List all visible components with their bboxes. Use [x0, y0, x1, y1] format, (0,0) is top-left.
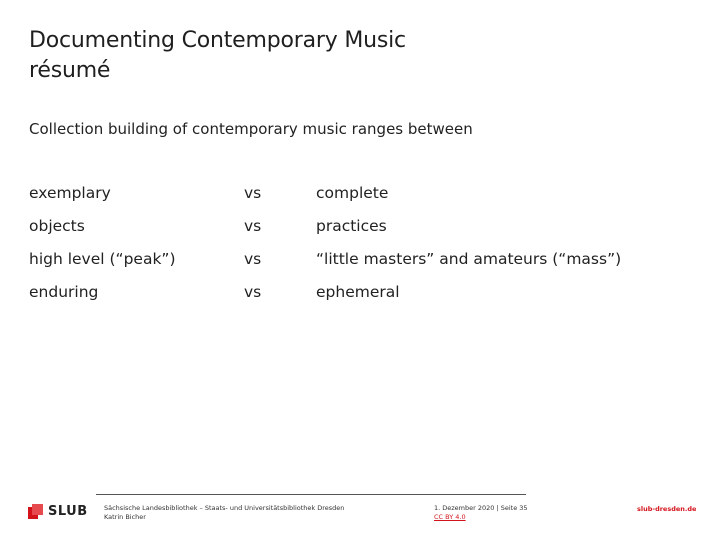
- row-versus: vs: [244, 217, 262, 235]
- license-link[interactable]: CC BY 4.0: [434, 513, 466, 521]
- slub-logo: [28, 503, 88, 519]
- row-versus: vs: [244, 250, 262, 268]
- slub-logo-icon: [28, 504, 43, 519]
- logo-text: SLUB: [48, 503, 88, 519]
- slide-title: [29, 26, 406, 86]
- row-versus: vs: [244, 184, 262, 202]
- footer-date-page: 1. Dezember 2020 | Seite 35: [434, 504, 528, 512]
- row-versus: vs: [244, 283, 262, 301]
- row-right-term: ephemeral: [316, 283, 400, 301]
- row-left-term: high level (“peak”): [29, 250, 176, 268]
- row-right-term: practices: [316, 217, 387, 235]
- footer-institution: Sächsische Landesbibliothek – Staats- und Universitätsbibliothek Dresden: [104, 504, 345, 512]
- title-line-1: Documenting Contemporary Music: [29, 28, 406, 53]
- row-left-term: enduring: [29, 283, 99, 301]
- footer-divider: [96, 494, 526, 495]
- row-right-term: complete: [316, 184, 389, 202]
- row-left-term: objects: [29, 217, 85, 235]
- footer-page-block: [434, 504, 528, 522]
- intro-text: Collection building of contemporary music ranges between: [29, 120, 473, 138]
- website-link[interactable]: slub-dresden.de: [637, 505, 697, 513]
- footer-author: Katrin Bicher: [104, 513, 146, 521]
- row-right-term: “little masters” and amateurs (“mass”): [316, 250, 622, 268]
- row-left-term: exemplary: [29, 184, 111, 202]
- title-line-2: résumé: [29, 58, 111, 83]
- footer-institution-block: [104, 504, 344, 522]
